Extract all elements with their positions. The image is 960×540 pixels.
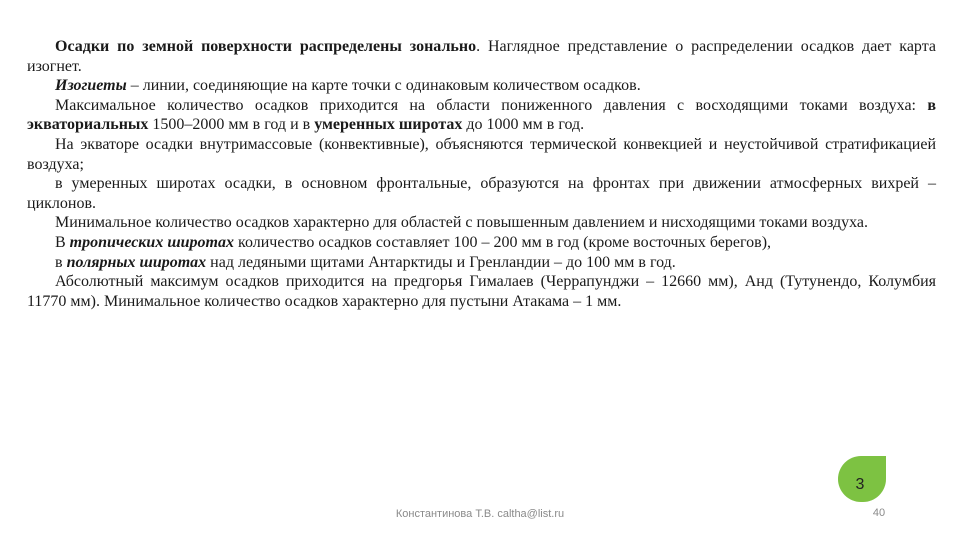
leaf-badge-number: 3 [855,476,865,493]
footer-author: Константинова Т.В. caltha@list.ru [395,508,565,520]
paragraph-temperate: в умеренных широтах осадки, в основном фронтальные, образуются на фронтах при движении атмосферных вихрей – циклонов. [27,175,936,212]
paragraph-isohyets [27,76,936,96]
temperate-amount: до 1000 мм в год. [462,116,585,134]
polar-prefix: в [55,253,67,271]
paragraph-minimum: Минимальное количество осадков характерно для областей с повышенным давлением и нисходящими токами воздуха. [55,214,869,232]
isohyets-term: Изогиеты [55,77,127,95]
paragraph-maximum [27,96,936,135]
tropical-text: количество осадков составляет 100 – 200 мм в год (кроме восточных берегов), [233,233,772,251]
zonal-text: . Наглядное представление о распределении осадков дает карта изогнет. [27,38,936,75]
tropical-prefix: В [55,233,70,251]
maximum-intro: Максимальное количество осадков приходится на области пониженного давления с восходящими токами воздуха: [55,96,928,114]
slide-body [27,37,936,311]
equatorial-term: в экваториальных [27,96,936,134]
polar-text: над ледяными щитами Антарктиды и Гренландии – до 100 мм в год. [206,253,676,271]
tropical-term: тропических широтах [69,233,234,251]
temperate-term: умеренных широтах [314,116,463,134]
paragraph-zonal [27,37,936,76]
equatorial-amount: 1500–2000 мм в год и в [148,116,315,134]
paragraph-equator: На экваторе осадки внутримассовые (конвективные), объясняются термической конвекцией и неустойчивой стратификацией воздуха; [27,135,936,173]
polar-term: полярных широтах [66,253,207,271]
page-number: 40 [872,507,886,519]
isohyets-definition: – линии, соединяющие на карте точки с одинаковым количеством осадков. [126,77,641,95]
zonal-heading: Осадки по земной поверхности распределены зонально [55,38,477,55]
paragraph-absolute: Абсолютный максимум осадков приходится на предгорья Гималаев (Черрапунджи – 12660 мм), Анд (Тутунендо, Колумбия 11770 мм). Минимальное количество осадков характерно для пустыни Атакама – 1 мм. [27,273,936,310]
paragraph-tropical [27,233,936,253]
paragraph-polar [27,253,936,273]
